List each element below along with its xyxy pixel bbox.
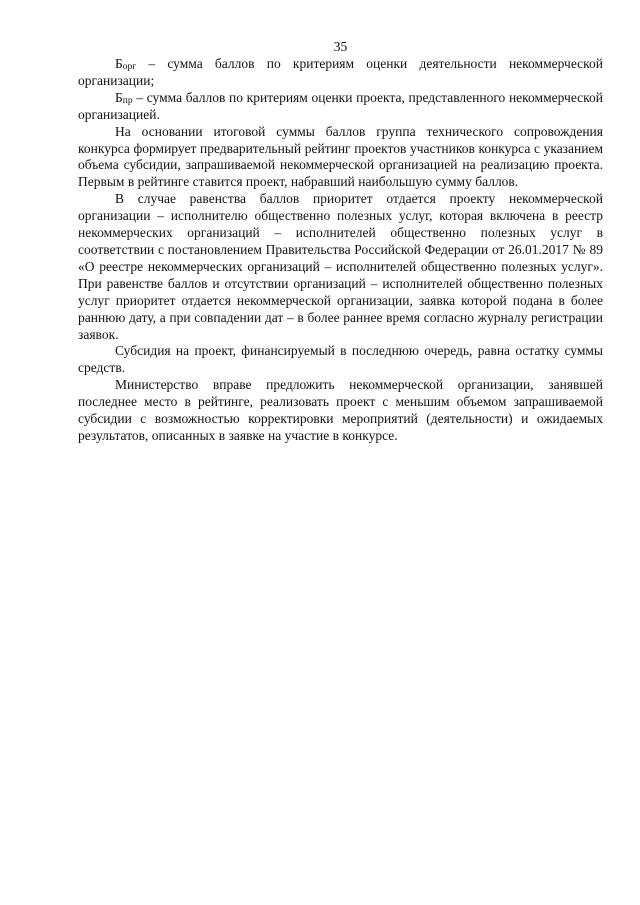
definition-b-org (78, 56, 603, 90)
document-page (78, 38, 603, 445)
paragraph-last-subsidy: Субсидия на проект, финансируемый в последнюю очередь, равна остатку суммы средств. (78, 343, 603, 376)
paragraph-ministry-offer: Министерство вправе предложить некоммерческой организации, занявшей последнее место в рейтинге, реализовать проект с меньшим объемом запрашиваемой субсидии с возможностью корректировки мероприятий (деятельности) и ожидаемых результатов, описанных в заявке на участие в конкурсе. (78, 377, 603, 443)
definition-subscript: орг (122, 62, 137, 72)
definition-symbol: Б (115, 56, 123, 71)
definition-b-pr (78, 90, 603, 124)
paragraph-rating: На основании итоговой суммы баллов группа технического сопровождения конкурса формирует предварительный рейтинг проектов участников конкурса с указанием объема субсидии, запрашиваемой некоммерческой организацией на реализацию проекта. Первым в рейтинге ставится проект, набравший наибольшую сумму баллов. (78, 123, 603, 190)
definition-symbol: Б (115, 89, 123, 105)
definition-subscript: пр (122, 95, 133, 106)
paragraph-tie-priority: В случае равенства баллов приоритет отдается проекту некоммерческой организации – исполнителю общественно полезных услуг, которая включена в реестр некоммерческих организаций – исполнителей общественно полезных услуг в соответствии с постановлением Правительства Российской Федерации от 26.01.2017 № 89 «О реестре некоммерческих организаций – исполнителей общественно полезных услуг». При равенстве баллов и отсутствии организаций – исполнителей общественно полезных услуг приоритет отдается некоммерческой организации, заявка которой подана в более раннюю дату, а при совпадении дат – в более раннее время согласно журналу регистрации заявок. (78, 191, 603, 342)
definition-text: – сумма баллов по критериям оценки деятельности некоммерческой организации; (78, 56, 603, 88)
page-number: 35 (333, 39, 348, 54)
definition-text: – сумма баллов по критериям оценки проекта, представленного некоммерческой организацией. (78, 89, 603, 122)
